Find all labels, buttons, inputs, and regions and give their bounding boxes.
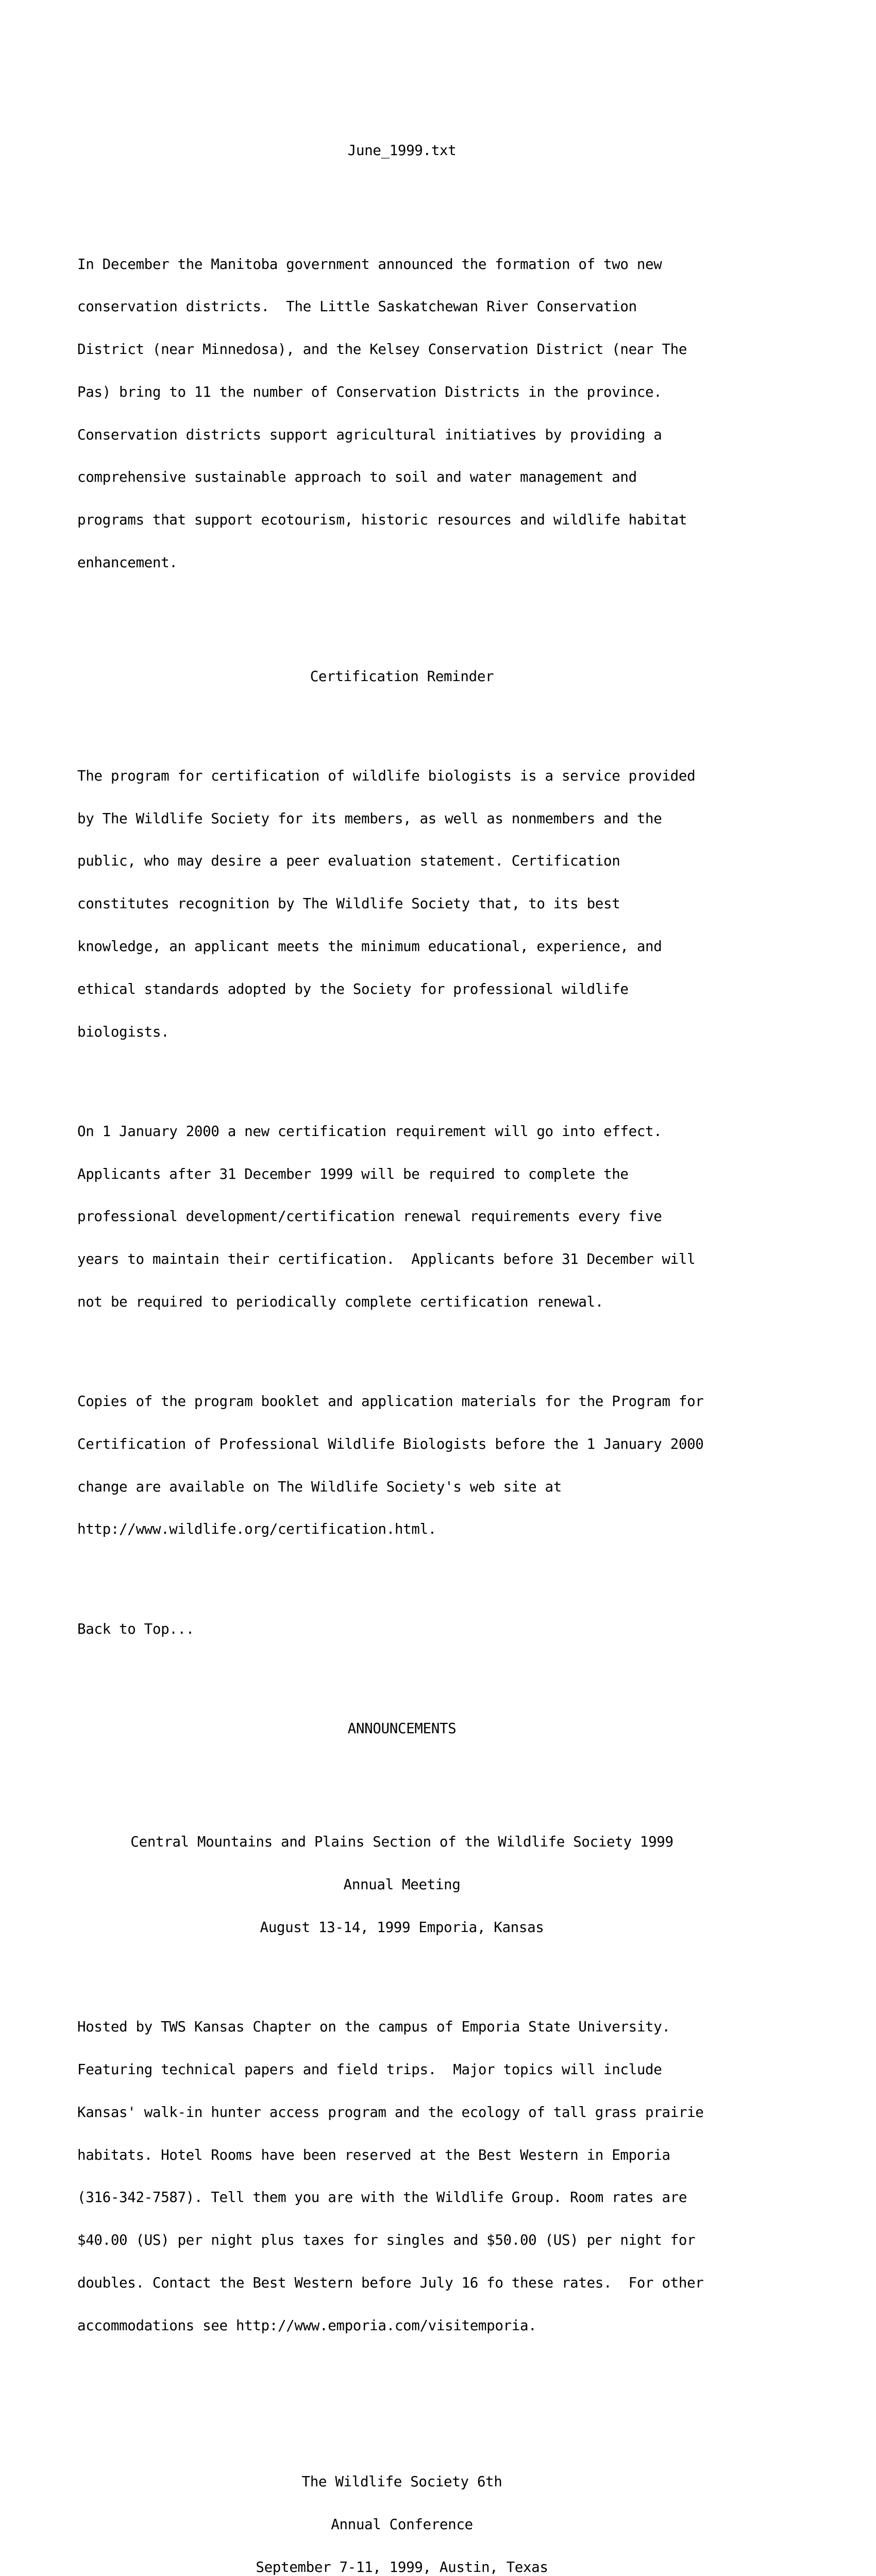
back-to-top-link[interactable]: Back to Top... xyxy=(77,1620,194,1637)
text-line: enhancement. xyxy=(77,554,178,571)
text-line: constitutes recognition by The Wildlife Society that, to its best xyxy=(77,895,620,912)
text-line: programs that support ecotourism, historic resources and wildlife habitat xyxy=(77,512,687,529)
event-title-line: Annual Conference xyxy=(331,2516,473,2533)
blank-line xyxy=(77,713,727,727)
certification-heading: Certification Reminder xyxy=(310,668,494,685)
text-line: doubles. Contact the Best Western before July 16 fo these rates. For other xyxy=(77,2274,704,2291)
text-line: The program for certification of wildlife biologists is a service provided xyxy=(77,767,696,784)
blank-line xyxy=(77,599,727,613)
blank-line xyxy=(77,1338,727,1352)
event-title-line: Central Mountains and Plains Section of the Wildlife Society 1999 xyxy=(130,1834,673,1851)
text-line: In December the Manitoba government announced the formation of two new xyxy=(77,256,662,273)
event-title-line: September 7-11, 1999, Austin, Texas xyxy=(256,2558,548,2575)
text-line: conservation districts. The Little Saskatchewan River Conservation xyxy=(77,298,637,315)
text-line: Pas) bring to 11 the number of Conservation Districts in the province. xyxy=(77,383,662,400)
text-line: On 1 January 2000 a new certification requirement will go into effect. xyxy=(77,1123,662,1140)
text-line: Kansas' walk-in hunter access program and the ecology of tall grass prairie xyxy=(77,2104,704,2121)
text-line: accommodations see http://www.emporia.com/visitemporia. xyxy=(77,2317,537,2334)
text-line: by The Wildlife Society for its members, as well as nonmembers and the xyxy=(77,810,662,827)
text-line: change are available on The Wildlife Society's web site at xyxy=(77,1478,562,1495)
text-line: knowledge, an applicant meets the minimum educational, experience, and xyxy=(77,938,662,955)
text-line: Hosted by TWS Kansas Chapter on the campus of Emporia State University. xyxy=(77,2019,670,2036)
text-line: professional development/certification renewal requirements every five xyxy=(77,1208,662,1225)
text-line: comprehensive sustainable approach to soil and water management and xyxy=(77,469,637,486)
blank-line xyxy=(77,1565,727,1580)
text-line: ethical standards adopted by the Society for professional wildlife xyxy=(77,980,629,997)
text-line: $40.00 (US) per night plus taxes for singles and $50.00 (US) per night for xyxy=(77,2232,696,2249)
text-line: Copies of the program booklet and application materials for the Program for xyxy=(77,1393,704,1410)
text-line: Certification of Professional Wildlife Biologists before the 1 January 2000 xyxy=(77,1435,704,1452)
event-title-line: The Wildlife Society 6th xyxy=(301,2473,502,2490)
text-line: habitats. Hotel Rooms have been reserved at the Best Western in Emporia xyxy=(77,2146,670,2163)
text-line: biologists. xyxy=(77,1023,170,1040)
blank-line xyxy=(77,1067,727,1082)
text-line: Applicants after 31 December 1999 will be required to complete the xyxy=(77,1165,629,1182)
blank-line xyxy=(77,1665,727,1679)
event-title-line: Annual Meeting xyxy=(343,1876,461,1893)
blank-line xyxy=(77,1963,727,1978)
blank-line xyxy=(77,2361,727,2376)
announcements-heading: ANNOUNCEMENTS xyxy=(347,1720,457,1737)
text-line: (316-342-7587). Tell them you are with the Wildlife Group. Room rates are xyxy=(77,2189,687,2206)
text-line: Featuring technical papers and field trips. Major topics will include xyxy=(77,2061,662,2078)
text-line: public, who may desire a peer evaluation statement. Certification xyxy=(77,853,620,870)
text-line: District (near Minnedosa), and the Kelsey Conservation District (near The xyxy=(77,341,687,358)
text-line: Conservation districts support agricultural initiatives by providing a xyxy=(77,426,662,443)
blank-line xyxy=(77,1764,727,1778)
document-text xyxy=(77,101,727,2576)
blank-line xyxy=(77,2404,727,2418)
document-filename: June_1999.txt xyxy=(347,142,457,159)
certification-url-line: http://www.wildlife.org/certification.html. xyxy=(77,1521,436,1538)
text-line: years to maintain their certification. Applicants before 31 December will xyxy=(77,1251,696,1268)
text-line: not be required to periodically complete certification renewal. xyxy=(77,1293,604,1310)
blank-line xyxy=(77,187,727,201)
event-title-line: August 13-14, 1999 Emporia, Kansas xyxy=(260,1919,544,1936)
